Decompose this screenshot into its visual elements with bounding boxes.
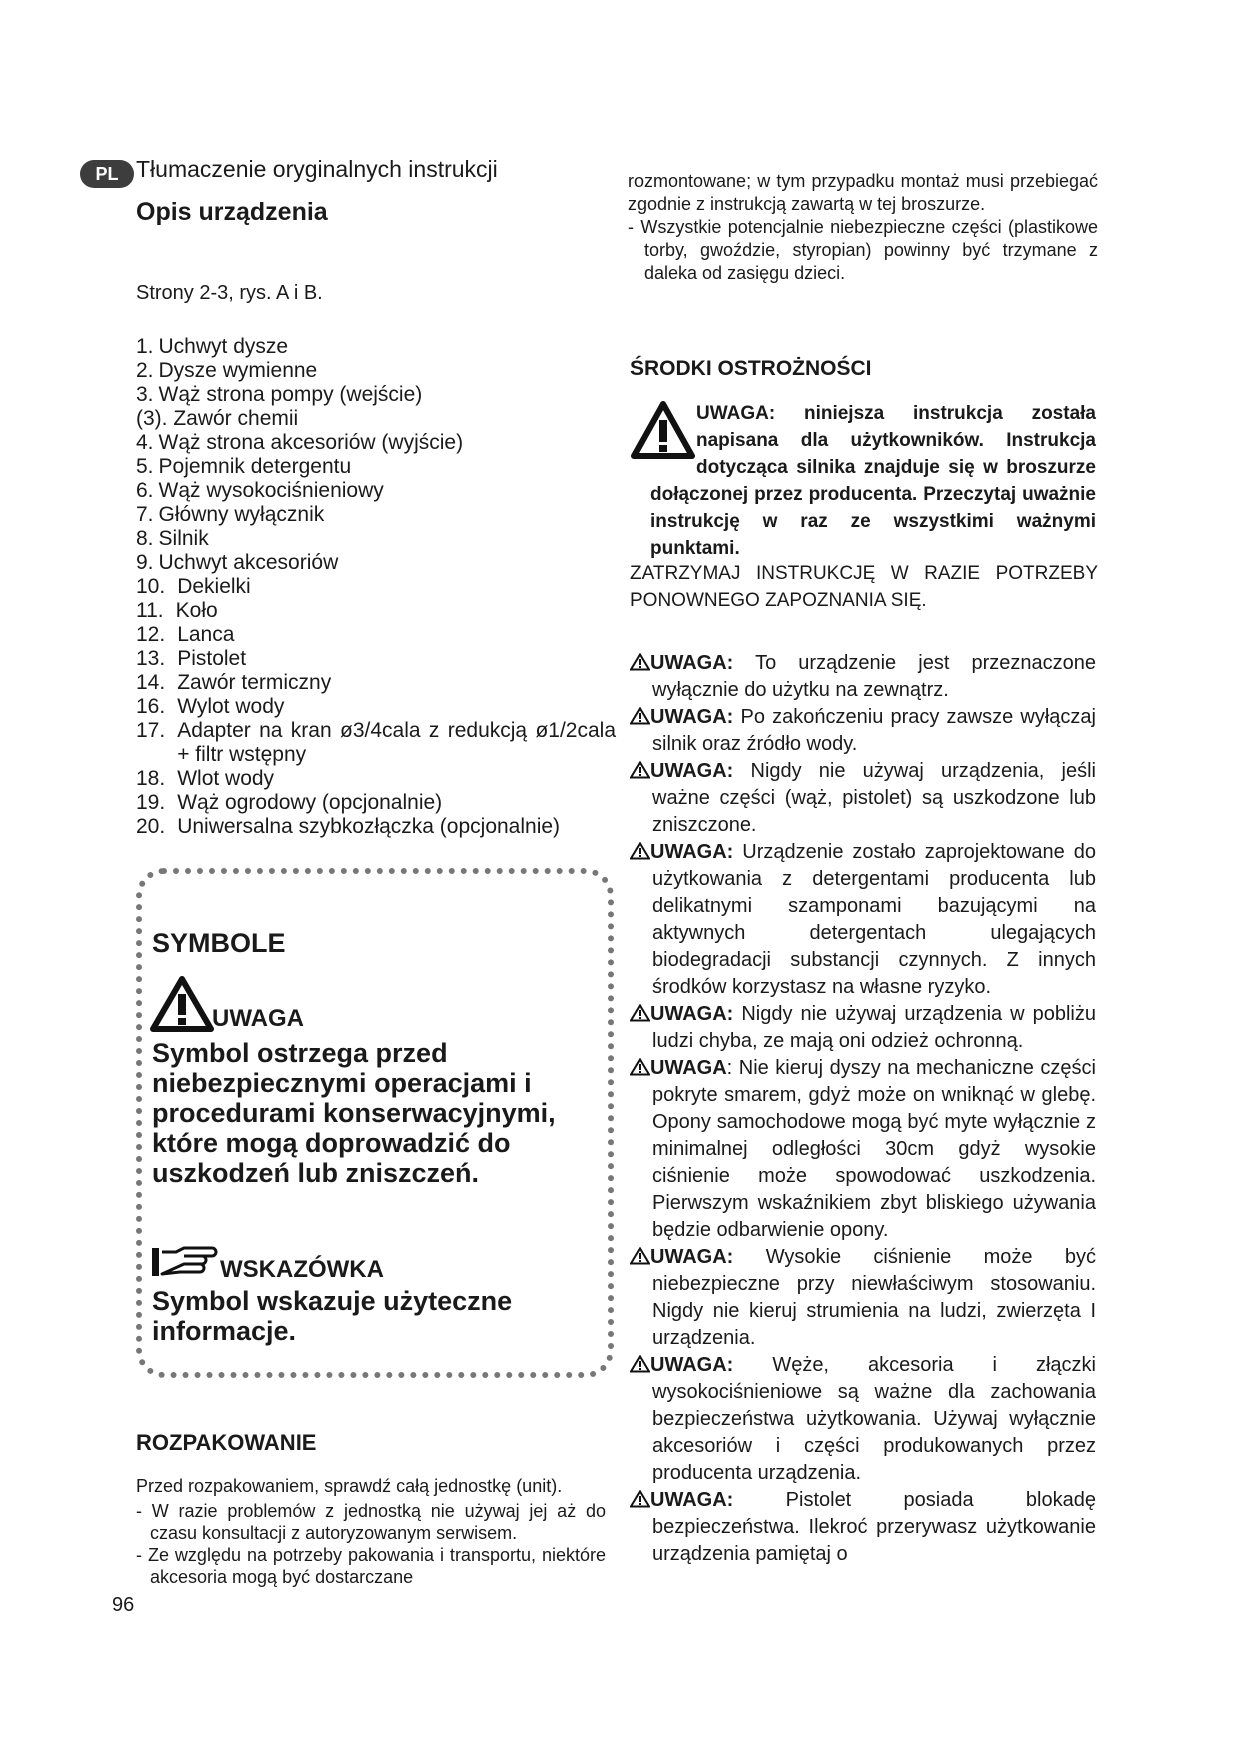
item-number: 3.: [136, 383, 154, 406]
list-item: [136, 455, 616, 479]
item-text: Uchwyt akcesoriów: [158, 551, 339, 574]
item-text: Wąż strona akcesoriów (wyjście): [158, 431, 464, 454]
list-item: [136, 815, 616, 839]
item-number: 9.: [136, 551, 154, 574]
warning-item: [630, 839, 1096, 1001]
section-title: Opis urządzenia: [136, 198, 328, 226]
item-number: 11.: [136, 599, 164, 622]
list-item: [136, 647, 616, 671]
item-number: 4.: [136, 431, 154, 454]
item-number: 17.: [136, 719, 166, 742]
warning-label: UWAGA: [650, 1057, 727, 1079]
warning-item: [630, 704, 1096, 758]
description-section: [136, 198, 616, 839]
pointing-hand-icon: [150, 1244, 218, 1280]
item-number: 10.: [136, 575, 166, 598]
item-text: Pistolet: [177, 647, 247, 670]
warning-item: [630, 758, 1096, 839]
warning-text: Nigdy nie używaj urządzenia, jeśli ważne części (wąż, pistolet) są uszkodzone lub zniszczone.: [652, 760, 1096, 836]
list-item: [136, 431, 616, 455]
warning-label: UWAGA:: [650, 706, 734, 728]
warning-triangle-icon: [630, 1004, 650, 1022]
warning-triangle-icon: [630, 761, 650, 779]
warning-text: : Nie kieruj dyszy na mechaniczne części pokryte smarem, gdyż może on wniknąć w glebę. Opony samochodowe mogą być myte wyłącznie z minimalnej odległości 30cm gdyż wysokie ciśnienie może spowodować uszkodzenia. Pierwszym wskaźnikiem zbyt bliskiego używania będzie odbarwienie opony.: [652, 1057, 1096, 1241]
item-number: 2.: [136, 359, 154, 382]
list-item: [136, 503, 616, 527]
item-text: Główny wyłącznik: [158, 503, 325, 526]
item-text: Wąż strona pompy (wejście): [158, 383, 423, 406]
list-item: [136, 623, 616, 647]
item-number: 12.: [136, 623, 166, 646]
list-item: [136, 407, 616, 431]
list-item: [136, 479, 616, 503]
figure-reference: Strony 2-3, rys. A i B.: [136, 282, 323, 304]
warning-label: UWAGA:: [650, 1354, 734, 1376]
continuation-text: rozmontowane; w tym przypadku montaż musi przebiegać zgodnie z instrukcją zawartą w tej broszurze.: [628, 171, 1098, 214]
parts-list: [136, 335, 616, 839]
warning-text: Węże, akcesoria i złączki wysokociśnieniowe są ważne dla zachowania bezpieczeństwa użytkowania. Używaj wyłącznie akcesoriów i części produkowanych przez producenta urządzenia.: [652, 1354, 1096, 1484]
list-item: [136, 767, 616, 791]
document-title: Tłumaczenie oryginalnych instrukcji: [136, 156, 498, 182]
warning-text: Nigdy nie używaj urządzenia w pobliżu ludzi chyba, ze mają oni odzież ochronną.: [652, 1003, 1096, 1052]
item-number: 6.: [136, 479, 154, 502]
item-number: 8.: [136, 527, 154, 550]
item-number: 19.: [136, 791, 166, 814]
warning-text: Wysokie ciśnienie może być niebezpieczne przy niewłaściwym stosowaniu. Nigdy nie kieruj strumienia na ludzi, zwierzęta I urządzenia.: [652, 1246, 1096, 1349]
warning-triangle-icon: [630, 707, 650, 725]
list-item: [136, 791, 616, 815]
item-text: Wlot wody: [177, 767, 275, 790]
list-item: [136, 527, 616, 551]
list-item: [136, 719, 616, 767]
item-text: Koło: [175, 599, 218, 622]
list-item: [136, 551, 616, 575]
warning-item: [630, 1001, 1096, 1055]
item-text: Wąż wysokociśnieniowy: [158, 479, 384, 502]
unpacking-continuation: [628, 170, 1098, 285]
item-text: Silnik: [158, 527, 209, 550]
warning-text: To urządzenie jest przeznaczone wyłącznie do użytku na zewnątrz.: [652, 652, 1096, 701]
warning-item: [630, 1352, 1096, 1487]
unpacking-list: [136, 1500, 606, 1588]
warning-text: Pistolet posiada blokadę bezpieczeństwa. Ilekroć przerywasz użytkowanie urządzenia pamiętaj o: [652, 1489, 1096, 1565]
warning-triangle-icon: [630, 1058, 650, 1076]
item-number: 5.: [136, 455, 154, 478]
item-text: Wąż ogrodowy (opcjonalnie): [177, 791, 443, 814]
list-item: [136, 575, 616, 599]
item-number: 16.: [136, 695, 166, 718]
important-notice: [650, 400, 1096, 562]
warning-label: UWAGA:: [650, 1489, 734, 1511]
warnings-list: [630, 650, 1096, 1568]
warning-label: UWAGA:: [650, 841, 734, 863]
warning-item: [630, 650, 1096, 704]
list-item: [136, 335, 616, 359]
warning-label: UWAGA:: [650, 760, 734, 782]
warning-triangle-icon: [630, 842, 650, 860]
warning-symbol-text: Symbol ostrzega przed niebezpiecznymi operacjami i procedurami konserwacyjnymi, które mogą doprowadzić do uszkodzeń lub zniszczeń.: [152, 1038, 556, 1188]
item-text: Uchwyt dysze: [158, 335, 289, 358]
item-text: Zawór termiczny: [177, 671, 332, 694]
item-text: Wylot wody: [177, 695, 285, 718]
warning-triangle-icon: [630, 653, 650, 671]
item-number: 14.: [136, 671, 166, 694]
list-item: - Ze względu na potrzeby pakowania i transportu, niektóre akcesoria mogą być dostarczane: [136, 1545, 606, 1587]
item-number: 7.: [136, 503, 154, 526]
warning-item: [630, 1055, 1096, 1244]
warning-label: UWAGA:: [650, 1246, 734, 1268]
list-item: [136, 695, 616, 719]
page-number: 96: [112, 1594, 135, 1616]
item-text: Dysze wymienne: [158, 359, 318, 382]
list-item: [136, 599, 616, 623]
precautions-title: ŚRODKI OSTROŻNOŚCI: [630, 357, 872, 380]
list-item: [136, 671, 616, 695]
item-text: Pojemnik detergentu: [158, 455, 352, 478]
warning-item: [630, 1487, 1096, 1568]
list-item: - Wszystkie potencjalnie niebezpieczne części (plastikowe torby, gwoździe, styropian) powinny być trzymane z daleka od zasięgu dzieci.: [628, 217, 1098, 283]
item-text: Lanca: [177, 623, 235, 646]
warning-text: Po zakończeniu pracy zawsze wyłączaj silnik oraz źródło wody.: [652, 706, 1096, 755]
symbols-title: SYMBOLE: [152, 928, 286, 958]
item-number: 18.: [136, 767, 166, 790]
hint-symbol-text: Symbol wskazuje użyteczne informacje.: [152, 1286, 513, 1346]
language-badge: PL: [80, 160, 134, 188]
item-text: (3). Zawór chemii: [136, 407, 299, 430]
item-text: Dekielki: [177, 575, 251, 598]
item-text: Adapter na kran ø3/4cala z redukcją ø1/2cala + filtr wstępny: [177, 719, 616, 766]
warning-triangle-icon: [630, 1247, 650, 1265]
list-item: [136, 359, 616, 383]
unpacking-title: ROZPAKOWANIE: [136, 1430, 317, 1455]
warning-triangle-icon: [150, 976, 214, 1032]
notice-text: UWAGA: niniejsza instrukcja została napisana dla użytkowników. Instrukcja dotycząca silnika znajduje się w broszurze dołączonej przez producenta. Przeczytaj uważnie instrukcję w raz ze wszystkimi ważnymi punktami.: [650, 403, 1096, 559]
list-item: [136, 383, 616, 407]
warning-text: Urządzenie zostało zaprojektowane do użytkowania z detergentami producenta lub delikatnymi szamponami bazującymi na aktywnych detergentach ulegających biodegradacji substancji czynnych. Z innych środków korzystasz na własne ryzyko.: [652, 841, 1096, 998]
item-number: 13.: [136, 647, 166, 670]
unpacking-intro: Przed rozpakowaniem, sprawdź całą jednostkę (unit).: [136, 1476, 563, 1496]
warning-triangle-icon: [630, 1490, 650, 1508]
warning-label: UWAGA:: [650, 652, 734, 674]
warning-symbol-label: UWAGA: [212, 1005, 304, 1032]
warning-label: UWAGA:: [650, 1003, 734, 1025]
item-text: Uniwersalna szybkozłączka (opcjonalnie): [177, 815, 561, 838]
list-item: - W razie problemów z jednostką nie używaj jej aż do czasu konsultacji z autoryzowanym serwisem.: [136, 1501, 606, 1543]
item-number: 1.: [136, 335, 154, 358]
warning-item: [630, 1244, 1096, 1352]
keep-instructions-text: ZATRZYMAJ INSTRUKCJĘ W RAZIE POTRZEBY PONOWNEGO ZAPOZNANIA SIĘ.: [630, 563, 1098, 611]
hint-symbol-label: WSKAZÓWKA: [220, 1256, 384, 1283]
item-number: 20.: [136, 815, 166, 838]
warning-triangle-icon: [630, 1355, 650, 1373]
